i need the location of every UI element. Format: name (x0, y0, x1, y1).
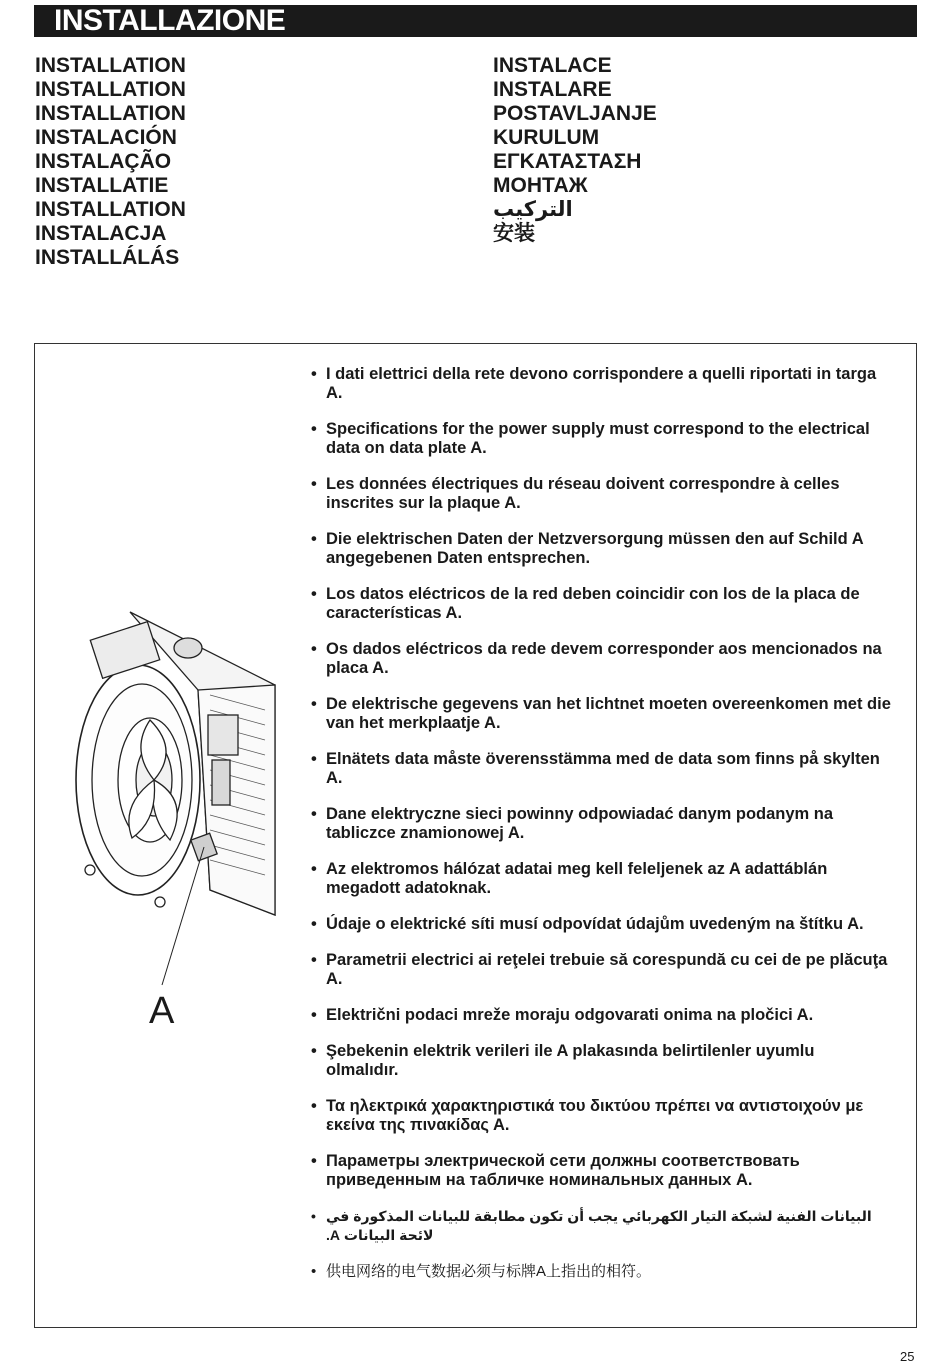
instruction-item: • Os dados eléctricos da rede devem corresponder aos mencionados na placa A. (311, 640, 891, 678)
language-title: МОНТАЖ (493, 174, 588, 197)
page-number: 25 (900, 1349, 915, 1364)
instruction-item: • Specifications for the power supply must correspond to the electrical data on data plate A. (311, 420, 891, 458)
instruction-item: • Elnätets data måste överensstämma med de data som finns på skylten A. (311, 750, 891, 788)
language-title: ΕΓΚΑΤΑΣΤΑΣΗ (493, 150, 642, 173)
data-plate-label: A (149, 990, 175, 1032)
instruction-item: • Şebekenin elektrik verileri ile A plakasında belirtilenler uyumlu olmalıdır. (311, 1042, 891, 1080)
language-title: INSTALACJA (35, 222, 167, 245)
language-title: INSTALLATION (35, 78, 186, 101)
fan-illustration (70, 600, 285, 1020)
language-title: INSTALACIÓN (35, 126, 177, 149)
language-title: INSTALLATION (35, 54, 186, 77)
page-title: INSTALLAZIONE (34, 5, 917, 37)
instruction-item: • Die elektrischen Daten der Netzversorgung müssen den auf Schild A angegebenen Daten entsprechen. (311, 530, 891, 568)
instruction-item: • البيانات الفنية لشبكة التيار الكهربائي يجب أن تكون مطابقة للبيانات المذكورة في لائحة البيانات A. (311, 1207, 891, 1245)
language-title: INSTALLATION (35, 198, 186, 221)
language-title: INSTALLATION (35, 102, 186, 125)
language-title: INSTALLÁLÁS (35, 246, 180, 269)
language-title: INSTALARE (493, 78, 612, 101)
instruction-item: • Údaje o elektrické síti musí odpovídat údajům uvedeným na štítku A. (311, 915, 891, 934)
instruction-list (311, 365, 891, 1297)
instruction-item: • Dane elektryczne sieci powinny odpowiadać danym podanym na tabliczce znamionowej A. (311, 805, 891, 843)
instruction-item: • Električni podaci mreže moraju odgovarati onima na pločici A. (311, 1006, 891, 1025)
language-title: INSTALACE (493, 54, 612, 77)
language-title: INSTALAÇÃO (35, 150, 172, 173)
instruction-item: • Τα ηλεκτρικά χαρακτηριστικά του δικτύου πρέπει να αντιστοιχούν με εκείνα της πινακίδας Α. (311, 1097, 891, 1135)
language-title: التركيب (493, 198, 573, 221)
language-title: INSTALLATIE (35, 174, 169, 197)
instruction-item: • Параметры электрической сети должны соответствовать приведенным на табличке номинальных данных А. (311, 1152, 891, 1190)
language-title: 安装 (493, 222, 535, 245)
instruction-item: • Les données électriques du réseau doivent correspondre à celles inscrites sur la plaque A. (311, 475, 891, 513)
language-title: KURULUM (493, 126, 600, 149)
instruction-item: • 供电网络的电气数据必须与标牌A上指出的相符。 (311, 1262, 891, 1281)
instruction-item: • Parametrii electrici ai reţelei trebuie să corespundă cu cei de pe plăcuţa A. (311, 951, 891, 989)
instruction-item: • Los datos eléctricos de la red deben coincidir con los de la placa de características A. (311, 585, 891, 623)
language-title: POSTAVLJANJE (493, 102, 657, 125)
language-list-right (493, 54, 657, 246)
instruction-item: • Az elektromos hálózat adatai meg kell feleljenek az A adattáblán megadott adatoknak. (311, 860, 891, 898)
instruction-item: • I dati elettrici della rete devono corrispondere a quelli riportati in targa A. (311, 365, 891, 403)
instruction-item: • De elektrische gegevens van het lichtnet moeten overeenkomen met die van het merkplaatje A. (311, 695, 891, 733)
language-list-left (35, 54, 186, 270)
